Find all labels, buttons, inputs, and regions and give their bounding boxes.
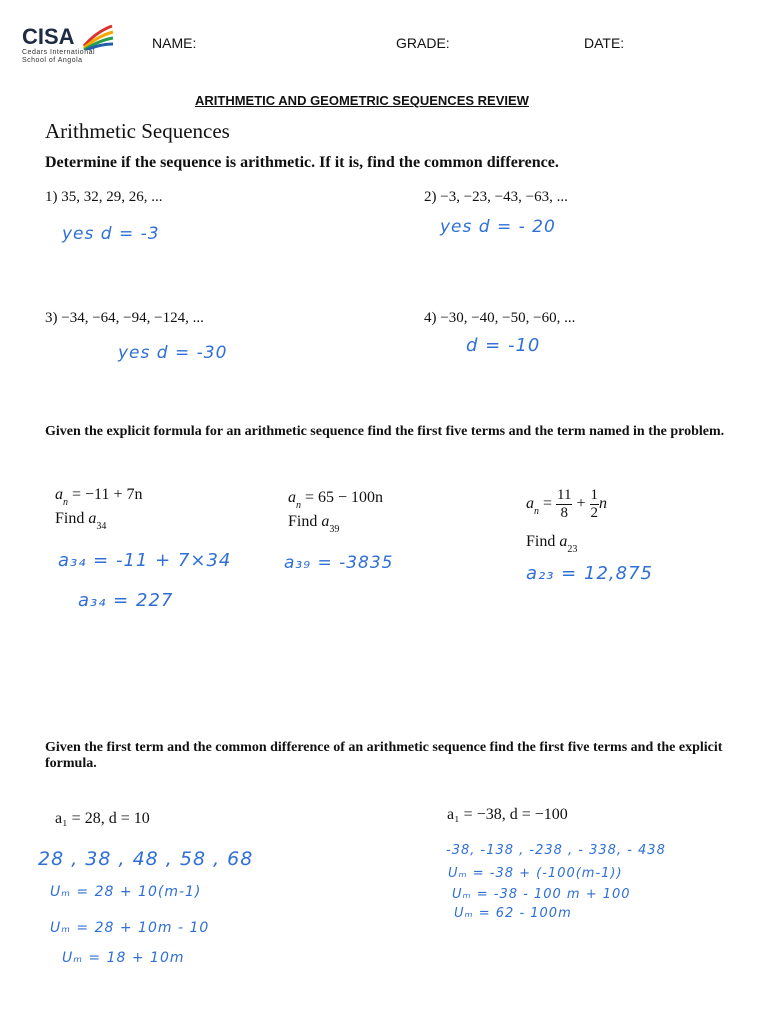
- answer-3: yes d = -30: [118, 343, 228, 363]
- formula-1: = −11 + 7n: [68, 486, 143, 503]
- answer-2: yes d = - 20: [440, 217, 556, 237]
- date-label: DATE:: [584, 35, 625, 51]
- given-2: a₁ = −38, d = −100: [447, 806, 568, 823]
- answer-explicit-3: a₂₃ = 12,875: [526, 563, 653, 584]
- explicit-formula-3: [526, 487, 607, 522]
- var-n: n: [599, 495, 608, 513]
- find-label: Find: [288, 513, 322, 530]
- formula-2: = 65 − 100n: [301, 489, 384, 506]
- find-term-3: [526, 533, 578, 555]
- name-label: NAME:: [152, 35, 197, 51]
- answer-terms-1: 28 , 38 , 48 , 58 , 68: [38, 848, 254, 870]
- find-term-1: [55, 510, 107, 532]
- plus-sign: +: [572, 495, 590, 513]
- problem-3: 3) −34, −64, −94, −124, ...: [45, 310, 204, 326]
- grade-label: GRADE:: [396, 35, 450, 51]
- section-title: Arithmetic Sequences: [45, 119, 230, 143]
- problem-2: 2) −3, −23, −43, −63, ...: [424, 189, 568, 205]
- var-a: a: [321, 513, 330, 530]
- explicit-formula-1: [55, 486, 143, 508]
- fraction-11-8: $\frac{11}{8}$: [557, 487, 572, 521]
- find-label: Find: [55, 510, 89, 527]
- answer-terms-2: -38, -138 , -238 , - 338, - 438: [446, 843, 666, 858]
- answer-formula-1a: Uₘ = 28 + 10(m-1): [50, 884, 202, 900]
- answer-formula-1c: Uₘ = 18 + 10m: [62, 950, 185, 966]
- var-a: a: [559, 533, 568, 550]
- explicit-formula-2: [288, 489, 384, 511]
- sub-n: n: [63, 497, 68, 508]
- answer-explicit-2: a₃₉ = -3835: [284, 553, 394, 573]
- problem-4: 4) −30, −40, −50, −60, ...: [424, 310, 576, 326]
- answer-explicit-1b: a₃₄ = 227: [78, 590, 174, 611]
- find-sub: 23: [567, 544, 578, 555]
- find-label: Find: [526, 533, 560, 550]
- school-logo: [22, 22, 122, 68]
- logo-swoosh-icon: [82, 22, 114, 50]
- find-sub: 39: [329, 524, 340, 535]
- school-name-line1: Cedars International: [22, 49, 96, 56]
- answer-4: d = -10: [466, 335, 541, 356]
- answer-formula-2b: Uₘ = -38 - 100 m + 100: [452, 887, 631, 902]
- part3-instruction: Given the first term and the common difference of an arithmetic sequence find the first five terms and the explicit formula.: [45, 740, 723, 771]
- worksheet-title: ARITHMETIC AND GEOMETRIC SEQUENCES REVIEW: [195, 93, 529, 108]
- problem-1: 1) 35, 32, 29, 26, ...: [45, 189, 163, 205]
- school-name-line2: School of Angola: [22, 57, 83, 64]
- answer-explicit-1a: a₃₄ = -11 + 7×34: [58, 550, 232, 571]
- var-a: a: [526, 495, 534, 513]
- sub-n: n: [296, 500, 301, 511]
- part1-instruction: Determine if the sequence is arithmetic. If it is, find the common difference.: [45, 154, 559, 171]
- answer-formula-2c: Uₘ = 62 - 100m: [454, 906, 572, 921]
- find-term-2: [288, 513, 340, 535]
- answer-1: yes d = -3: [62, 224, 160, 244]
- eq-sign: =: [539, 495, 557, 513]
- find-sub: 34: [96, 521, 107, 532]
- logo-text: CISA: [22, 24, 75, 49]
- var-a: a: [88, 510, 97, 527]
- var-a: a: [55, 486, 63, 503]
- fraction-1-2: $\frac{1}{2}$: [590, 487, 599, 521]
- answer-formula-1b: Uₘ = 28 + 10m - 10: [50, 920, 210, 936]
- answer-formula-2a: Uₘ = -38 + (-100(m-1)): [448, 866, 623, 881]
- sub-n: n: [534, 506, 539, 518]
- part2-instruction: Given the explicit formula for an arithmetic sequence find the first five terms and the term named in the problem.: [45, 424, 725, 439]
- var-a: a: [288, 489, 296, 506]
- given-1: a₁ = 28, d = 10: [55, 810, 150, 827]
